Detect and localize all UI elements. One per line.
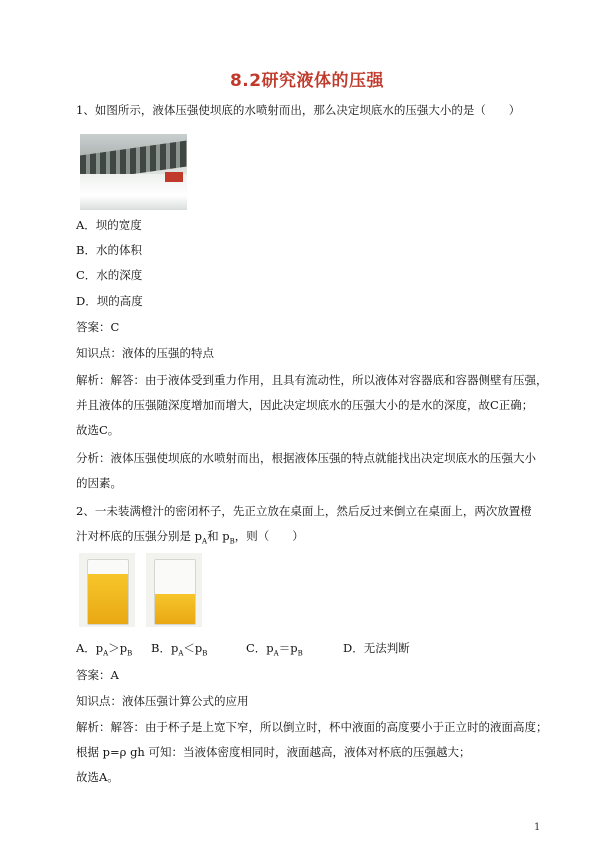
q1-analysis-line-2: 并且液体的压强随深度增加而增大，因此决定坝底水的压强大小的是水的深度，故C正确；	[76, 398, 534, 412]
q2-analysis-line-3: 故选A。	[76, 770, 119, 784]
cup-upright-shape	[87, 559, 129, 625]
q1-knowledge: 知识点：液体的压强的特点	[76, 346, 214, 360]
q2-option-d: D．无法判断	[343, 641, 410, 655]
q2-answer: 答案：A	[76, 668, 119, 682]
page-title: 8.2研究液体的压强	[229, 71, 385, 91]
q1-fenxi-line-1: 分析：液体压强使坝底的水喷射而出，根据液体压强的特点就能找出决定坝底水的压强大小	[76, 451, 536, 465]
q2-analysis-line-1: 解析：解答：由于杯子是上宽下窄，所以倒立时，杯中液面的高度要小于正立时的液面高度；	[76, 720, 548, 734]
q2-analysis-line-2: 根据 p=ρ gh 可知：当液体密度相同时，液面越高，液体对杯底的压强越大；	[76, 745, 471, 759]
red-structure-shape	[165, 172, 183, 182]
cup-inverted-photo	[146, 553, 202, 627]
q2-knowledge: 知识点：液体压强计算公式的应用	[76, 694, 249, 708]
q1-option-c: C．水的深度	[76, 268, 143, 282]
q1-fenxi-line-2: 的因素。	[76, 476, 122, 490]
q1-option-a: A．坝的宽度	[76, 218, 142, 232]
q1-analysis-line-3: 故选C。	[76, 423, 120, 437]
q1-option-d: D．坝的高度	[76, 294, 143, 308]
page-number: 1	[534, 822, 541, 833]
q1-analysis-line-1: 解析：解答：由于液体受到重力作用，且具有流动性，所以液体对容器底和容器侧壁有压强，	[76, 373, 548, 387]
q2-stem-line-2: 汁对杯底的压强分别是 $p_A$和 $p_B$，则（ ）	[76, 529, 304, 546]
juice-high-shape	[88, 574, 128, 624]
q1-option-b: B．水的体积	[76, 243, 142, 257]
q2-option-a: A．$p_A>p_B$	[76, 641, 133, 658]
q1-stem: 1、如图所示，液体压强使坝底的水喷射而出，那么决定坝底水的压强大小的是（ ）	[76, 103, 521, 117]
juice-low-shape	[155, 594, 195, 624]
q2-option-c: C．$p_A=p_B$	[246, 641, 303, 658]
q2-stem-line-1: 2、一未装满橙汁的密闭杯子，先正立放在桌面上，然后反过来倒立在桌面上，两次放置橙	[76, 504, 532, 518]
q1-answer: 答案：C	[76, 320, 120, 334]
dam-photo	[80, 134, 187, 210]
cup-inverted-shape	[154, 559, 196, 625]
cup-upright-photo	[79, 553, 135, 627]
q2-option-b: B．$p_A<p_B$	[151, 641, 208, 658]
